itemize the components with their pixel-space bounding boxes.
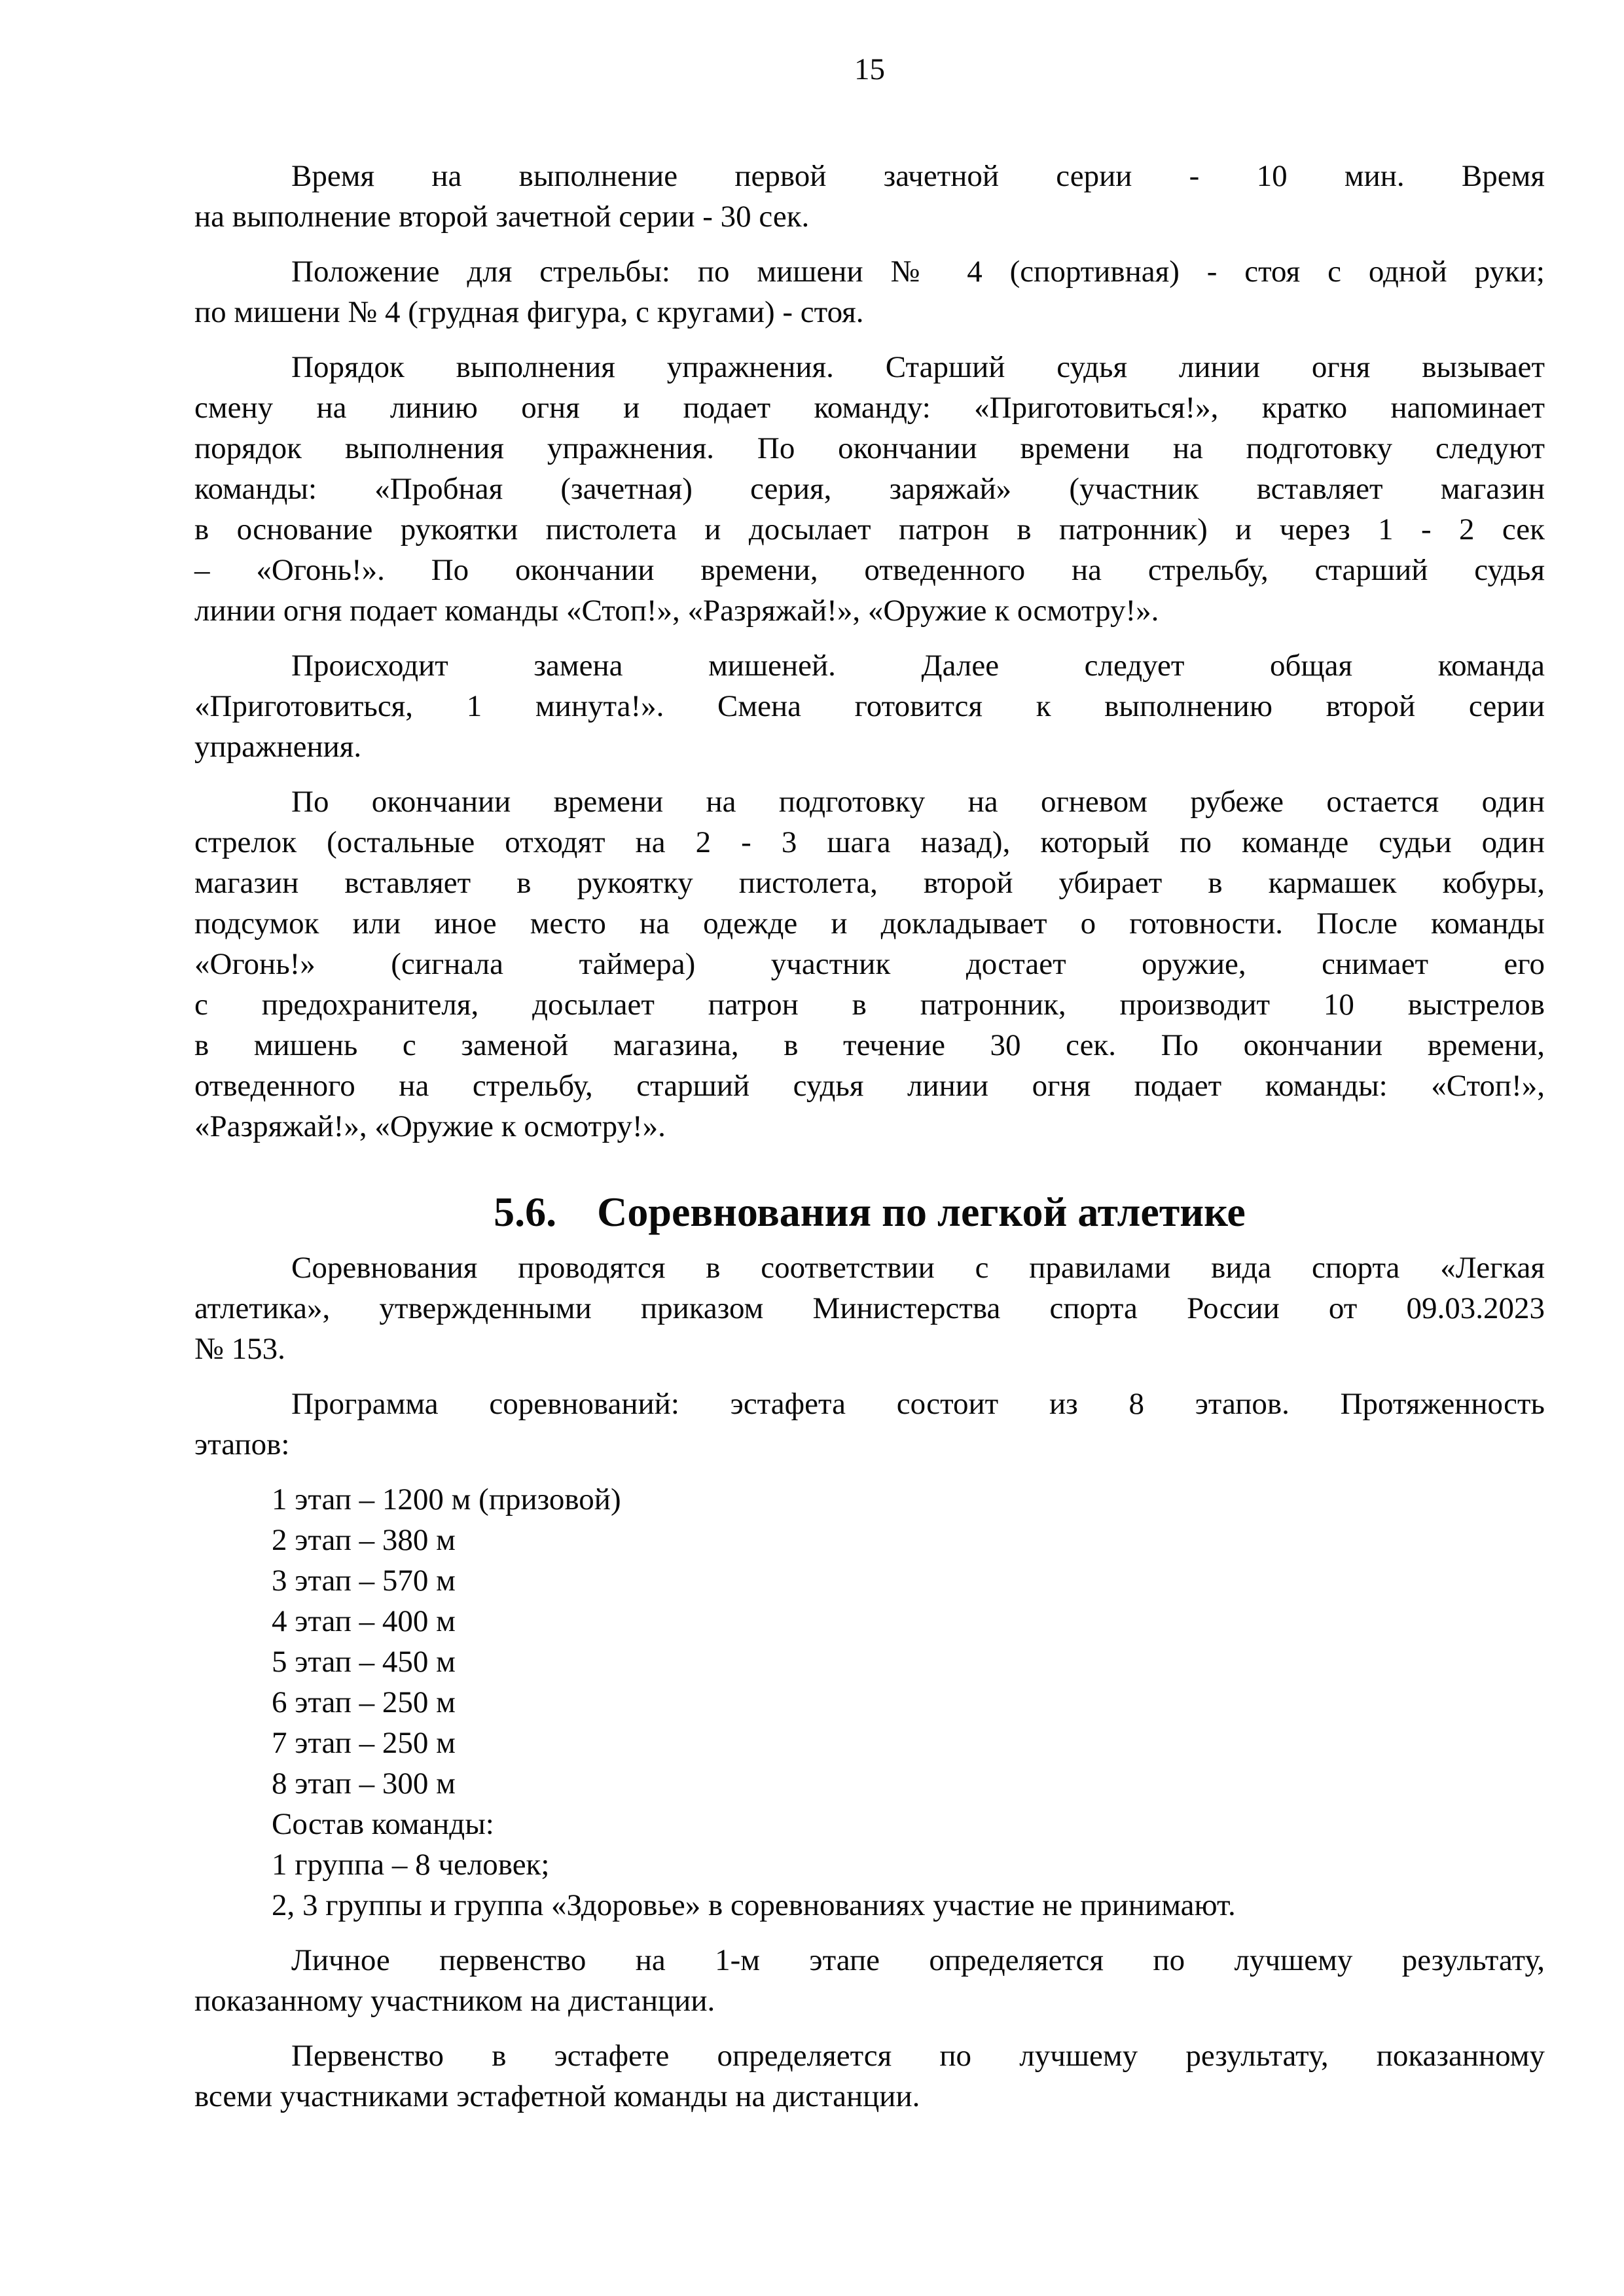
text-line: показанному участником на дистанции.: [194, 1984, 715, 2018]
text-line: 6 этап – 250 м: [272, 1685, 456, 1719]
paragraph: [194, 1384, 1545, 1465]
paragraph: [194, 781, 1545, 1147]
text-line: По окончании времени на подготовку на огневом рубеже остается один: [291, 785, 1545, 819]
text-line: 4 этап – 400 м: [272, 1604, 456, 1638]
text-line: смену на линию огня и подает команду: «Приготовиться!», кратко напоминает: [194, 391, 1545, 425]
text-line: Порядок выполнения упражнения. Старший судья линии огня вызывает: [291, 350, 1545, 384]
text-line: «Огонь!» (сигнала таймера) участник достает оружие, снимает его: [194, 947, 1545, 981]
section-heading-title: Соревнования по легкой атлетике: [597, 1189, 1246, 1235]
text-line: этапов:: [194, 1427, 290, 1462]
paragraph: [194, 645, 1545, 767]
text-line: упражнения.: [194, 730, 362, 764]
text-line: подсумок или иное место на одежде и докладывает о готовности. После команды: [194, 906, 1545, 941]
text-line: 1 группа – 8 человек;: [272, 1848, 550, 1882]
text-line: – «Огонь!». По окончании времени, отведенного на стрельбу, старший судья: [194, 553, 1545, 587]
text-line: 7 этап – 250 м: [272, 1726, 456, 1760]
document-body: [194, 156, 1545, 2131]
section-heading-number: 5.6.: [494, 1189, 557, 1235]
paragraph: [194, 156, 1545, 237]
text-line: Программа соревнований: эстафета состоит из 8 этапов. Протяженность: [291, 1387, 1545, 1421]
paragraph: [194, 1940, 1545, 2021]
text-line: Состав команды:: [272, 1807, 494, 1841]
text-line: на выполнение второй зачетной серии - 30 сек.: [194, 200, 810, 234]
section-heading: [194, 1186, 1545, 1238]
text-line: магазин вставляет в рукоятку пистолета, второй убирает в кармашек кобуры,: [194, 866, 1545, 900]
text-line: с предохранителя, досылает патрон в патронник, производит 10 выстрелов: [194, 988, 1545, 1022]
text-line: 2, 3 группы и группа «Здоровье» в соревнованиях участие не принимают.: [272, 1888, 1236, 1922]
text-line: «Приготовиться, 1 минута!». Смена готовится к выполнению второй серии: [194, 689, 1545, 723]
text-line: стрелок (остальные отходят на 2 - 3 шага назад), который по команде судьи один: [194, 825, 1545, 859]
text-line: отведенного на стрельбу, старший судья линии огня подает команды: «Стоп!»,: [194, 1069, 1545, 1103]
paragraph: [194, 1247, 1545, 1369]
text-line: Положение для стрельбы: по мишени № 4 (спортивная) - стоя с одной руки;: [291, 255, 1545, 289]
text-line: 1 этап – 1200 м (призовой): [272, 1482, 621, 1516]
text-line: 3 этап – 570 м: [272, 1564, 456, 1598]
text-line: 8 этап – 300 м: [272, 1767, 456, 1801]
text-line: № 153.: [194, 1332, 285, 1366]
text-line: линии огня подает команды «Стоп!», «Разряжай!», «Оружие к осмотру!».: [194, 594, 1159, 628]
list-block: [194, 1479, 1545, 1926]
page-number: 15: [854, 52, 885, 86]
paragraph: [194, 2036, 1545, 2117]
paragraph: [194, 251, 1545, 332]
text-line: Время на выполнение первой зачетной серии - 10 мин. Время: [291, 159, 1545, 193]
text-line: в основание рукоятки пистолета и досылает патрон в патронник) и через 1 - 2 сек: [194, 512, 1545, 547]
text-line: 2 этап – 380 м: [272, 1523, 456, 1557]
text-line: порядок выполнения упражнения. По окончании времени на подготовку следуют: [194, 431, 1545, 465]
text-line: Соревнования проводятся в соответствии с правилами вида спорта «Легкая: [291, 1251, 1545, 1285]
text-line: Происходит замена мишеней. Далее следует общая команда: [291, 649, 1545, 683]
text-line: по мишени № 4 (грудная фигура, с кругами) - стоя.: [194, 295, 864, 329]
text-line: Первенство в эстафете определяется по лучшему результату, показанному: [291, 2039, 1545, 2073]
paragraph: [194, 347, 1545, 631]
text-line: в мишень с заменой магазина, в течение 30 сек. По окончании времени,: [194, 1028, 1545, 1062]
text-line: атлетика», утвержденными приказом Министерства спорта России от 09.03.2023: [194, 1291, 1545, 1325]
text-line: «Разряжай!», «Оружие к осмотру!».: [194, 1109, 666, 1143]
text-line: Личное первенство на 1-м этапе определяется по лучшему результату,: [291, 1943, 1545, 1977]
text-line: всеми участниками эстафетной команды на дистанции.: [194, 2079, 920, 2113]
text-line: 5 этап – 450 м: [272, 1645, 456, 1679]
text-line: команды: «Пробная (зачетная) серия, заряжай» (участник вставляет магазин: [194, 472, 1545, 506]
